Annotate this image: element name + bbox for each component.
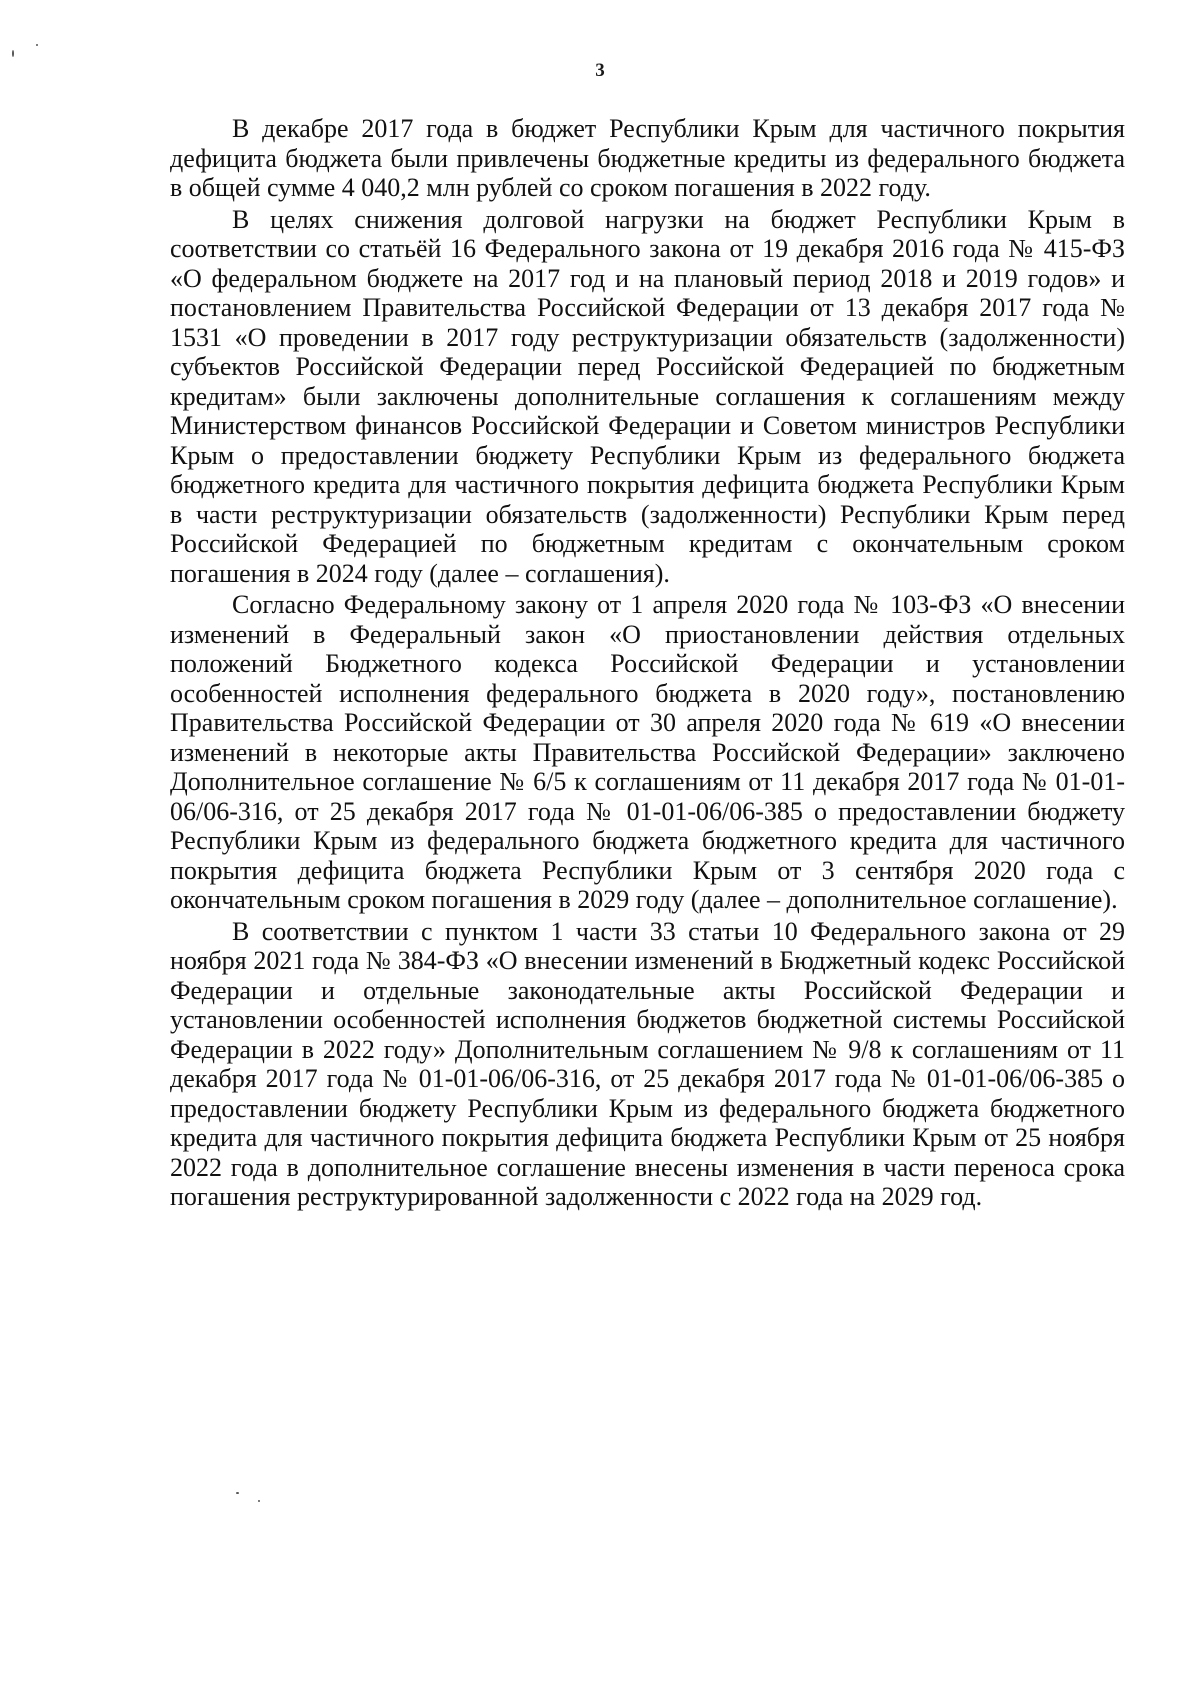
scan-speck [258,1500,260,1502]
scan-speck [36,44,38,46]
scan-speck [236,1492,239,1494]
page-number: 3 [595,60,605,81]
paragraph-restructuring-agreements: В целях снижения долговой нагрузки на бюджет Республики Крым в соответствии со статьёй 16 Федерального закона от 19 декабря 2016 года № 415-ФЗ «О федеральном бюджете на 2017 год и на плановый период 2018 и 2019 годов» и постановлением Правительства Российской Федерации от 13 декабря 2017 года № 1531 «О проведении в 2017 году реструктуризации обязательств (задолженности) субъектов Российской Федерации перед Российской Федерацией по бюджетным кредитам» были заключены дополнительные соглашения к соглашениям между Министерством финансов Российской Федерации и Советом министров Республики Крым о предоставлении бюджету Республики Крым из федерального бюджета бюджетного кредита для частичного покрытия дефицита бюджета Республики Крым в части реструктуризации обязательств (задолженности) Республики Крым перед Российской Федерацией по бюджетным кредитам с окончательным сроком погашения в 2024 году (далее – соглашения). [170,204,1125,588]
paragraph-budget-credits-2017: В декабре 2017 года в бюджет Республики Крым для частичного покрытия дефицита бюджета были привлечены бюджетные кредиты из федерального бюджета в общей сумме 4 040,2 млн рублей со сроком погашения в 2022 году. [170,114,1125,202]
scan-speck [12,50,14,57]
paragraph-supplementary-agreement-9-8: В соответствии с пунктом 1 части 33 статьи 10 Федерального закона от 29 ноября 2021 года № 384-ФЗ «О внесении изменений в Бюджетный кодекс Российской Федерации и отдельные законодательные акты Российской Федерации и установлении особенностей исполнения бюджетов бюджетной системы Российской Федерации в 2022 году» Дополнительным соглашением № 9/8 к соглашениям от 11 декабря 2017 года № 01-01-06/06-316, от 25 декабря 2017 года № 01-01-06/06-385 о предоставлении бюджету Республики Крым из федерального бюджета бюджетного кредита для частичного покрытия дефицита бюджета Республики Крым от 25 ноября 2022 года в дополнительное соглашение внесены изменения в части переноса срока погашения реструктурированной задолженности с 2022 года на 2029 год. [170,916,1125,1211]
paragraph-supplementary-agreement-6-5: Согласно Федеральному закону от 1 апреля 2020 года № 103-ФЗ «О внесении изменений в Федеральный закон «О приостановлении действия отдельных положений Бюджетного кодекса Российской Федерации и установлении особенностей исполнения федерального бюджета в 2020 году», постановлению Правительства Российской Федерации от 30 апреля 2020 года № 619 «О внесении изменений в некоторые акты Правительства Российской Федерации» заключено Дополнительное соглашение № 6/5 к соглашениям от 11 декабря 2017 года № 01-01-06/06-316, от 25 декабря 2017 года № 01-01-06/06-385 о предоставлении бюджету Республики Крым из федерального бюджета бюджетного кредита для частичного покрытия дефицита бюджета Республики Крым от 3 сентября 2020 года с окончательным сроком погашения в 2029 году (далее – дополнительное соглашение). [170,590,1125,914]
document-body [170,114,1125,1214]
